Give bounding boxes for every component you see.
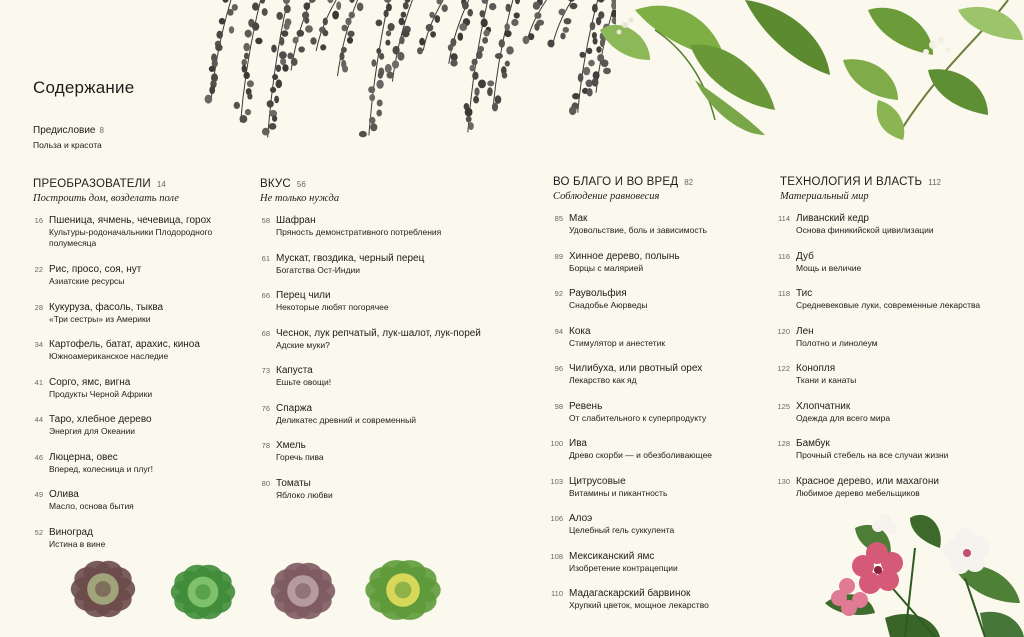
entry-title: Раувольфия — [569, 288, 627, 299]
entry-page-number: 94 — [554, 326, 563, 336]
entry-page-number: 130 — [777, 476, 790, 486]
entry-subtitle: Хрупкий цветок, мощное лекарство — [569, 600, 709, 610]
list-item[interactable] — [550, 437, 784, 461]
entry-title: Дуб — [796, 250, 814, 262]
entry-title: Хмель — [276, 440, 306, 451]
entry-subtitle: Средневековые луки, современные лекарства — [796, 300, 981, 310]
entry-title: Ива — [569, 438, 587, 449]
entry-title: Перец чили — [276, 290, 331, 301]
cabbage-mauve-illustration — [268, 558, 338, 624]
entry-subtitle: Вперед, колесница и плуг! — [49, 463, 154, 474]
entry-page-number: 76 — [261, 403, 270, 413]
entry-subtitle: Удовольствие, боль и зависимость — [569, 225, 707, 235]
entry-subtitle: Стимулятор и анестетик — [569, 337, 666, 348]
entry-page-number: 125 — [777, 401, 790, 411]
entry-title: Мускат, гвоздика, черный перец — [276, 252, 425, 264]
section-subtitle: Построить дом, возделать поле — [33, 193, 179, 204]
entry-page-number: 118 — [778, 289, 790, 298]
entry-page-number: 73 — [261, 366, 270, 375]
hop-cones-illustration — [196, 0, 616, 165]
preface-page-number: 8 — [99, 126, 104, 135]
entry-title: Сорго, ямс, вигна — [49, 376, 131, 388]
entry-title: Картофель, батат, арахис, киноа — [49, 339, 200, 350]
entry-subtitle: «Три сестры» из Америки — [49, 313, 151, 324]
list-item[interactable] — [551, 587, 784, 611]
list-item[interactable] — [550, 550, 784, 574]
entry-title: Алоэ — [569, 513, 593, 524]
entry-page-number: 61 — [261, 253, 270, 263]
entry-title: Рис, просо, соя, нут — [49, 264, 142, 275]
section-subtitle: Соблюдение равновесия — [553, 191, 660, 202]
entry-title: Мадагаскарский барвинок — [569, 588, 691, 599]
entry-page-number: 49 — [34, 490, 43, 499]
entry-title: Мак — [569, 213, 588, 224]
entry-page-number: 106 — [550, 514, 563, 523]
entry-subtitle: Лекарство как яд — [569, 375, 637, 385]
list-item[interactable] — [261, 439, 491, 463]
list-item[interactable] — [778, 212, 1011, 236]
entry-title: Спаржа — [276, 402, 313, 414]
section-page-number: 14 — [156, 180, 166, 189]
list-item[interactable] — [34, 338, 234, 362]
entry-subtitle: Некоторые любят погорячее — [276, 302, 389, 312]
list-item[interactable] — [777, 400, 1011, 424]
entry-page-number: 100 — [550, 439, 563, 448]
list-item[interactable] — [778, 287, 1011, 311]
list-item[interactable] — [34, 263, 234, 287]
entry-subtitle: Ткани и канаты — [796, 375, 857, 385]
entry-subtitle: Мощь и величие — [796, 262, 862, 273]
preface-title: Предисловие — [33, 125, 96, 136]
list-item[interactable] — [261, 289, 491, 313]
entry-subtitle: Яблоко любви — [276, 489, 333, 500]
entry-title: Красное дерево, или махагони — [796, 475, 939, 487]
entry-page-number: 22 — [34, 265, 43, 274]
entry-subtitle: От слабительного к суперпродукту — [569, 412, 707, 423]
entry-subtitle: Основа финикийской цивилизации — [796, 225, 934, 235]
entry-page-number: 89 — [554, 251, 563, 261]
entry-page-number: 122 — [777, 364, 790, 373]
entry-page-number: 108 — [550, 551, 563, 561]
list-item[interactable] — [554, 400, 784, 424]
entry-title: Конопля — [796, 363, 836, 374]
section-column — [550, 172, 753, 610]
entry-title: Таро, хлебное дерево — [49, 414, 152, 425]
entry-title: Кока — [569, 325, 591, 337]
entry-page-number: 68 — [261, 328, 270, 338]
entry-page-number: 80 — [261, 478, 270, 488]
preface-entry — [33, 122, 104, 152]
cabbage-green-illustration — [168, 560, 238, 624]
list-item[interactable] — [554, 325, 784, 349]
section-title: ТЕХНОЛОГИЯ И ВЛАСТЬ — [780, 176, 923, 188]
entry-page-number: 52 — [34, 527, 43, 537]
white-flower-branch-illustration — [838, 0, 1024, 140]
entry-page-number: 66 — [261, 291, 270, 300]
preface-subtitle: Польза и красота — [33, 140, 102, 150]
entry-title: Хинное дерево, полынь — [569, 250, 680, 262]
entry-page-number: 120 — [777, 326, 790, 336]
entry-page-number: 103 — [550, 476, 563, 486]
list-item[interactable] — [550, 475, 784, 499]
entry-subtitle: Витамины и пикантность — [569, 487, 668, 498]
section-page-number: 56 — [296, 180, 306, 189]
entry-subtitle: Изобретение контрацепции — [569, 562, 678, 573]
list-item[interactable] — [34, 413, 234, 437]
entry-subtitle: Продукты Черной Африки — [49, 388, 153, 399]
list-item[interactable] — [261, 252, 491, 276]
entry-subtitle: Деликатес древний и современный — [276, 414, 416, 425]
entry-page-number: 16 — [34, 216, 43, 225]
list-item[interactable] — [261, 327, 491, 351]
entry-subtitle: Древо скорби — и обезболивающее — [569, 450, 713, 460]
entry-subtitle: Пряность демонстративного потребления — [276, 227, 442, 237]
list-item[interactable] — [34, 526, 234, 550]
entry-page-number: 92 — [554, 289, 563, 298]
section-subtitle: Не только нужда — [260, 193, 340, 204]
entry-subtitle: Горечь пива — [276, 452, 324, 462]
green-leaves-illustration — [595, 0, 840, 140]
entry-page-number: 28 — [34, 302, 43, 312]
list-item[interactable] — [554, 362, 784, 386]
entry-title: Пшеница, ячмень, чечевица, горох — [49, 215, 212, 226]
entry-subtitle: Борцы с малярией — [569, 262, 644, 273]
entry-title: Люцерна, овес — [49, 451, 118, 463]
list-item[interactable] — [34, 376, 234, 400]
entry-title: Виноград — [49, 526, 93, 538]
entry-page-number: 58 — [261, 216, 270, 225]
section-page-number: 82 — [684, 178, 694, 187]
section-page-number: 112 — [928, 178, 941, 187]
list-item[interactable] — [554, 212, 784, 236]
entry-subtitle: Адские муки? — [276, 339, 330, 350]
list-item[interactable] — [34, 488, 234, 512]
entry-subtitle: Снадобье Аюрведы — [569, 300, 648, 310]
entry-page-number: 41 — [34, 377, 43, 387]
entry-subtitle: Азиатские ресурсы — [49, 276, 125, 286]
entry-title: Чилибуха, или рвотный орех — [569, 363, 703, 374]
entry-title: Хлопчатник — [796, 400, 851, 412]
list-item[interactable] — [34, 301, 234, 325]
entry-title: Олива — [49, 489, 79, 500]
list-item[interactable] — [777, 437, 1011, 461]
entry-subtitle: Истина в вине — [49, 538, 106, 549]
list-item[interactable] — [261, 364, 491, 388]
entry-subtitle: Ешьте овощи! — [276, 377, 332, 387]
list-item[interactable] — [261, 214, 491, 238]
list-item[interactable] — [777, 475, 1011, 499]
entry-title: Томаты — [276, 477, 311, 489]
section-header — [780, 172, 1010, 206]
entry-title: Ливанский кедр — [796, 213, 869, 224]
entry-page-number: 34 — [34, 340, 43, 349]
entry-title: Лен — [796, 325, 814, 337]
entry-page-number: 85 — [554, 214, 563, 223]
entry-page-number: 46 — [34, 452, 43, 462]
entry-subtitle: Любимое дерево мебельщиков — [796, 487, 920, 498]
entry-page-number: 78 — [261, 441, 270, 450]
entry-page-number: 116 — [778, 251, 790, 261]
entry-page-number: 128 — [777, 439, 790, 448]
section-column — [33, 174, 248, 549]
entry-subtitle: Целебный гель суккулента — [569, 525, 675, 535]
section-subtitle: Материальный мир — [780, 191, 869, 202]
section-title: ПРЕОБРАЗОВАТЕЛИ — [33, 178, 151, 190]
page-title: Содержание — [33, 78, 135, 97]
list-item[interactable] — [554, 287, 784, 311]
section-column — [777, 172, 1010, 498]
entry-subtitle: Энергия для Океании — [49, 426, 136, 436]
entry-subtitle: Прочный стебель на все случаи жизни — [796, 450, 949, 460]
entry-subtitle: Полотно и линолеум — [796, 337, 878, 348]
entry-title: Мексиканский ямс — [569, 550, 655, 562]
entry-title: Чеснок, лук репчатый, лук-шалот, лук-порей — [276, 327, 481, 339]
section-title: ВКУС — [260, 178, 291, 190]
list-item[interactable] — [777, 325, 1011, 349]
list-item[interactable] — [554, 250, 784, 274]
entry-page-number: 96 — [554, 364, 563, 373]
list-item[interactable] — [34, 214, 234, 249]
entry-subtitle: Богатства Ост-Индии — [276, 264, 361, 275]
periwinkle-flowers-illustration — [815, 508, 1024, 637]
entry-subtitle: Культуры-родоначальники Плодородного полумесяца — [49, 227, 213, 248]
section-header — [260, 174, 490, 208]
entry-title: Цитрусовые — [569, 475, 626, 487]
entry-title: Ревень — [569, 400, 603, 412]
entry-page-number: 110 — [551, 589, 563, 598]
entry-page-number: 114 — [778, 214, 790, 223]
entry-subtitle: Южноамериканское наследие — [49, 351, 169, 361]
cabbage-yellow-green-illustration — [362, 555, 444, 625]
entry-page-number: 44 — [34, 415, 43, 424]
entry-title: Кукуруза, фасоль, тыква — [49, 301, 164, 313]
section-column — [260, 174, 490, 500]
section-header — [33, 174, 248, 208]
entry-title: Шафран — [276, 215, 316, 226]
list-item[interactable] — [777, 362, 1011, 386]
section-header — [553, 172, 753, 206]
entry-subtitle: Одежда для всего мира — [796, 412, 891, 423]
list-item[interactable] — [261, 477, 491, 501]
entry-title: Тис — [796, 288, 813, 299]
list-item[interactable] — [550, 512, 784, 536]
list-item[interactable] — [778, 250, 1011, 274]
cabbage-purple-illustration — [68, 556, 138, 622]
list-item[interactable] — [34, 451, 234, 475]
section-title: ВО БЛАГО И ВО ВРЕД — [553, 176, 679, 188]
entry-title: Капуста — [276, 365, 313, 376]
list-item[interactable] — [261, 402, 491, 426]
entry-page-number: 98 — [554, 401, 563, 411]
entry-title: Бамбук — [796, 438, 830, 449]
entry-subtitle: Масло, основа бытия — [49, 501, 134, 511]
